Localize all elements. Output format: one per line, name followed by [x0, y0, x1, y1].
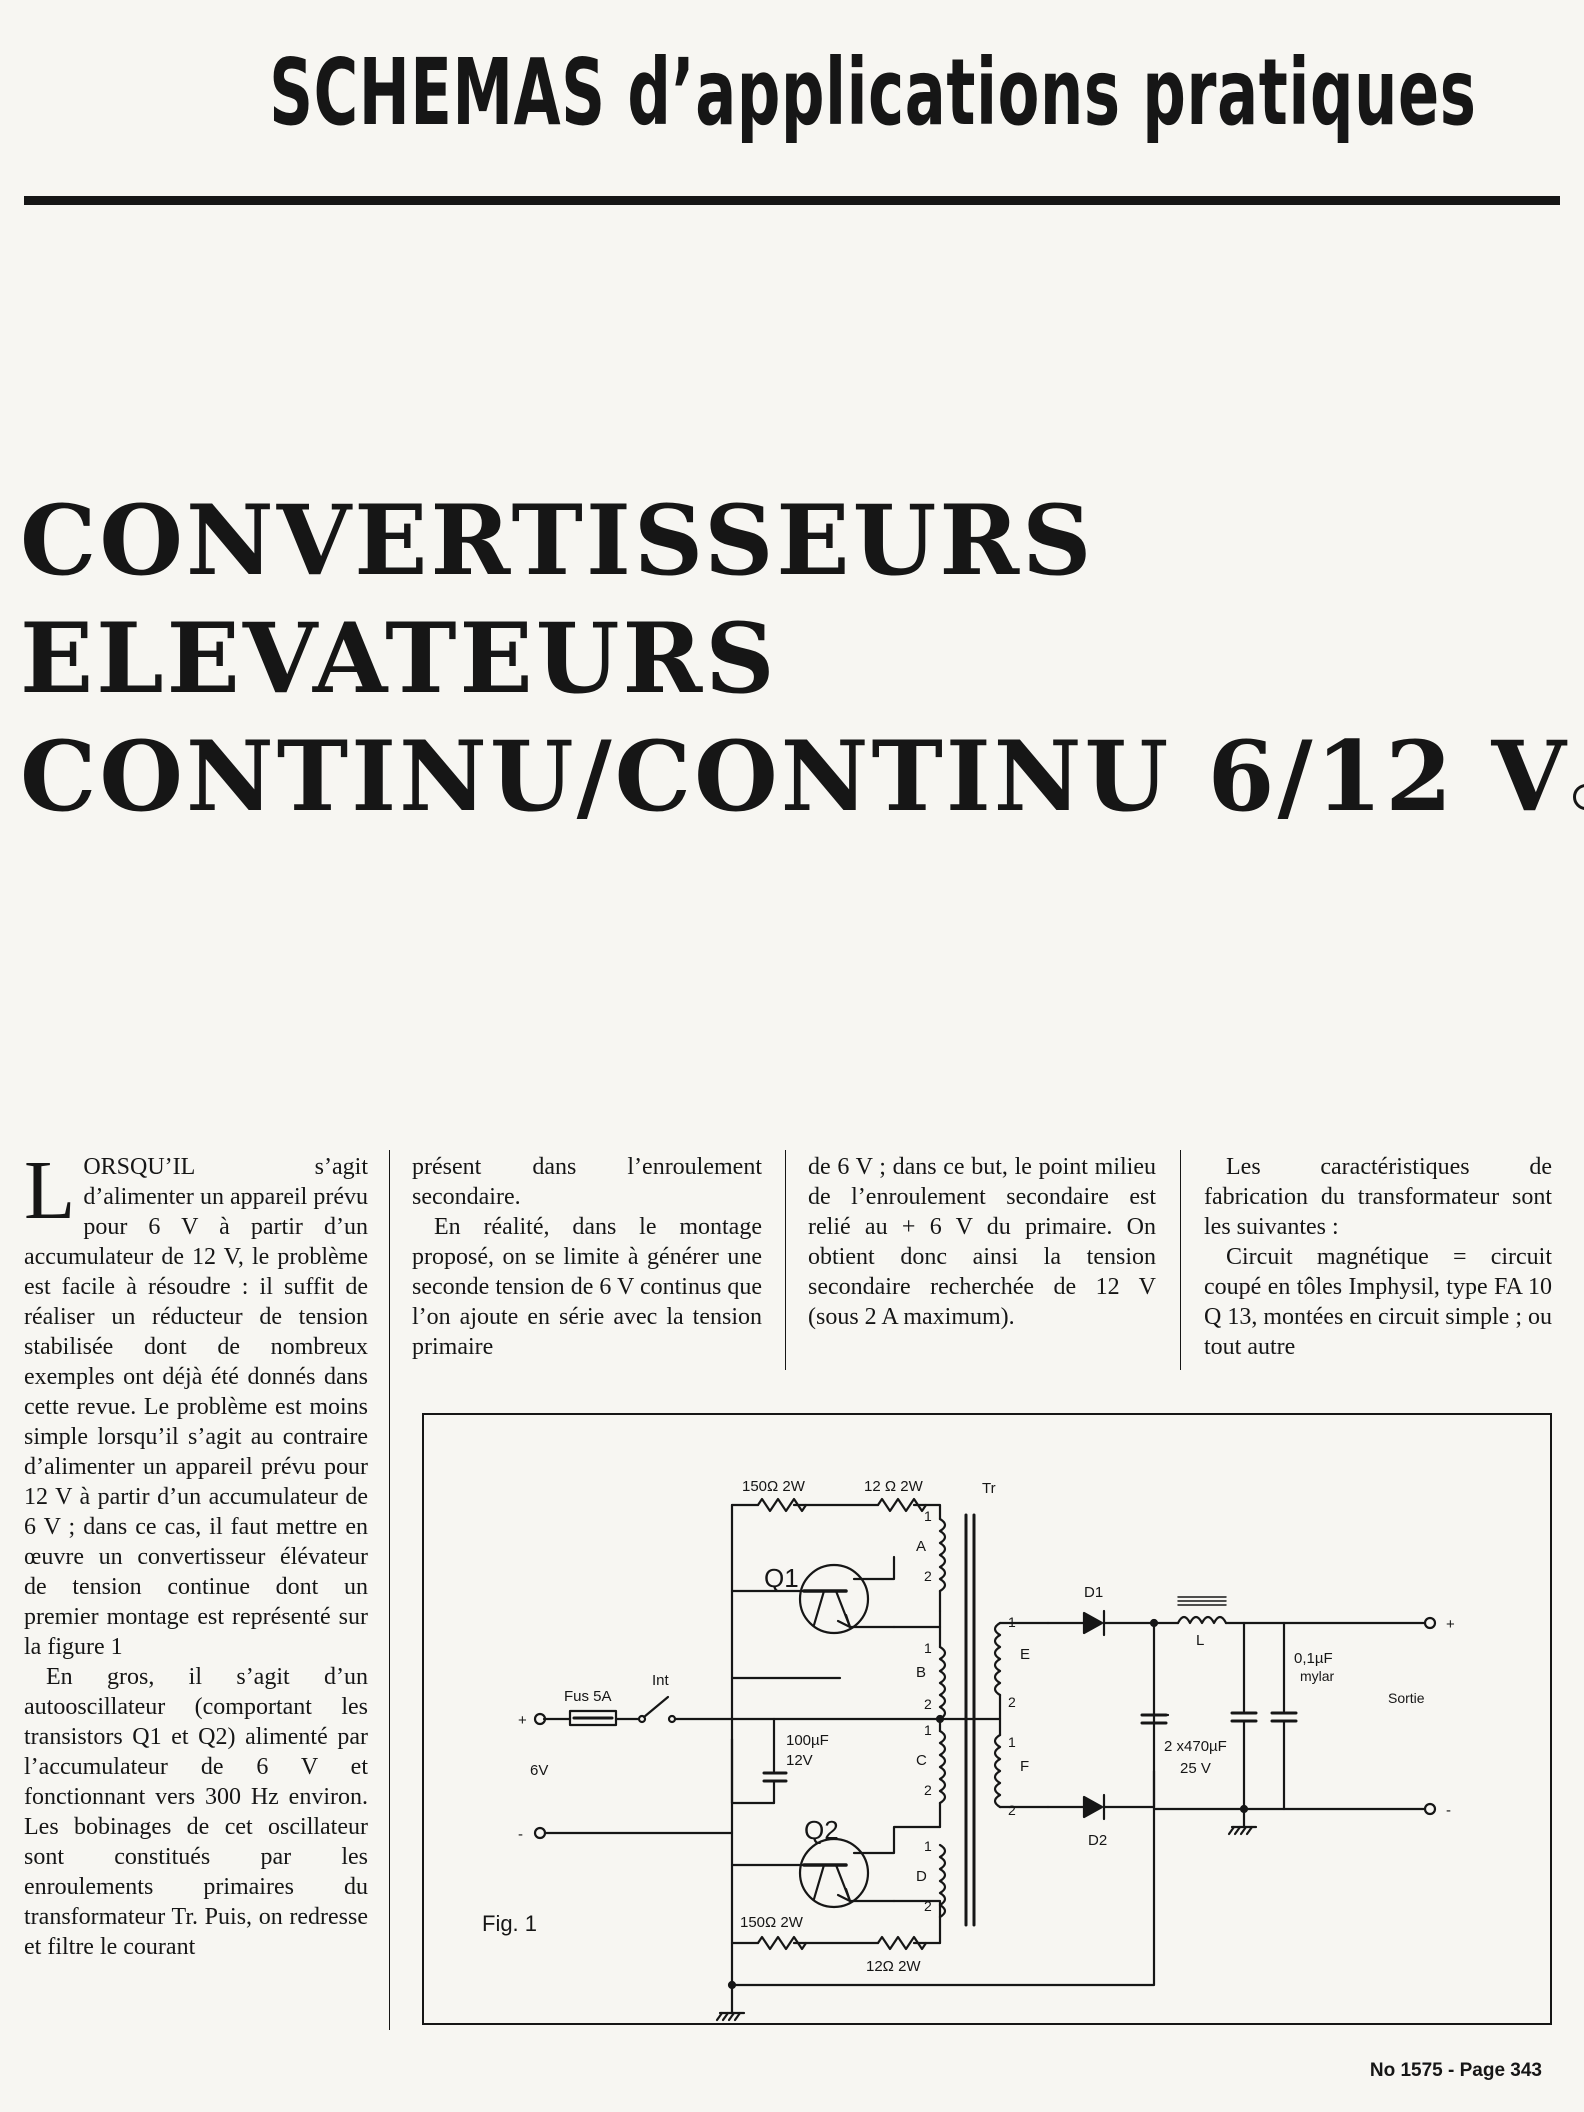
article-column-4: [1204, 1152, 1552, 1362]
output-plus-label: +: [1446, 1616, 1455, 1633]
r-top-right-label: 12 Ω 2W: [864, 1478, 923, 1495]
cap-mylar-type-label: mylar: [1300, 1668, 1335, 1684]
figure-caption: Fig. 1: [482, 1911, 538, 1936]
figure-frame: [422, 1413, 1552, 2025]
pin-label: 1: [924, 1640, 932, 1656]
paragraph-text: ORSQU’IL s’agit d’alimenter un appareil prévu pour 6 V à partir d’un accumulateur de 12 V, le problème est facile à résoudre : il suffit de réaliser un réducteur de tension stabilisée dont de nombreux exemples ont déjà été donnés dans cette revue. Le problème est moins simple lorsqu’il s’agit au contraire d’alimenter un appareil prévu pour 12 V à partir d’un accumulateur de 6 V ; dans ce cas, il faut mettre en œuvre un convertisseur élévateur de tension continue dont un premier montage est représenté sur la figure 1: [24, 1154, 368, 1660]
pin-label: 2: [924, 1898, 932, 1914]
diode-d1: [1084, 1613, 1102, 1633]
wire: [732, 1739, 774, 1803]
paragraph: Les caractéristiques de fabrication du transformateur sont les suivantes :: [1204, 1154, 1552, 1240]
column-divider: [1180, 1150, 1181, 1370]
r-bottom-left-label: 150Ω 2W: [740, 1914, 803, 1931]
output-minus-terminal: [1425, 1804, 1435, 1814]
paragraph: Circuit magnétique = circuit coupé en tôles Imphysil, type FA 10 Q 13, montées en circuit simple ; ou tout autre: [1204, 1244, 1552, 1360]
winding-e-label: E: [1020, 1646, 1031, 1663]
output-minus-label: -: [1446, 1802, 1451, 1819]
paragraph: de 6 V ; dans ce but, le point milieu de l’enroulement secondaire est relié au + 6 V du primaire. On obtient donc ainsi la tension secondaire recherchée de 12 V (sous 2 A maximum).: [808, 1154, 1156, 1330]
paragraph: En gros, il s’agit d’un autooscillateur (comportant les transistors Q1 et Q2) alimenté par l’accumulateur de 6 V et fonctionnant vers 300 Hz environ. Les bobinages de cet oscillateur sont constitués par les enroulements primaires du transformateur Tr. Puis, on redresse et filtre le courant: [24, 1664, 368, 1960]
pin-label: 2: [924, 1696, 932, 1712]
r-bottom-right-label: 12Ω 2W: [866, 1958, 921, 1975]
output-plus-terminal: [1425, 1618, 1435, 1628]
pin-label: 1: [1008, 1734, 1016, 1750]
pin-label: 1: [924, 1722, 932, 1738]
header-divider: [24, 196, 1560, 205]
winding-a-label: A: [916, 1538, 927, 1555]
article-title: [20, 482, 1584, 836]
paragraph: présent dans l’enroulement secondaire.: [412, 1154, 762, 1210]
q1-transistor: [800, 1565, 868, 1633]
output-label: Sortie: [1388, 1690, 1425, 1706]
column-divider: [389, 1150, 390, 2030]
pin-label: 1: [924, 1508, 932, 1524]
winding-a: [940, 1519, 945, 1591]
q2-transistor: [800, 1839, 868, 1907]
cap-mylar-value-label: 0,1µF: [1294, 1650, 1333, 1667]
article-column-3: [808, 1152, 1156, 1332]
cap-in-value-label: 100µF: [786, 1732, 829, 1749]
switch-label: Int: [652, 1672, 669, 1689]
paragraph: En réalité, dans le montage proposé, on se limite à générer une seconde tension de 6 V continus que l’on ajoute en série avec la tension primaire: [412, 1214, 762, 1360]
paragraph: [24, 1144, 368, 1662]
drop-cap: L: [24, 1144, 76, 1237]
d1-label: D1: [1084, 1584, 1104, 1601]
winding-b: [940, 1647, 945, 1719]
pin-label: 2: [1008, 1802, 1016, 1818]
page-number: No 1575 - Page 343: [1369, 2060, 1542, 2081]
winding-e: [995, 1623, 1000, 1695]
pin-label: 1: [1008, 1614, 1016, 1630]
inductor-l: [1178, 1617, 1226, 1623]
article-title-line-1: CONVERTISSEURS: [20, 484, 1095, 597]
section-header-title: SCHEMAS d’applications pratiques: [269, 39, 1477, 146]
pin-label: 2: [924, 1782, 932, 1798]
cap-in-voltage-label: 12V: [786, 1752, 813, 1769]
circuit-schematic: [424, 1415, 1549, 2022]
input-voltage-label: 6V: [530, 1762, 549, 1779]
pin-label: 2: [924, 1568, 932, 1584]
cap-filter-voltage-label: 25 V: [1180, 1760, 1211, 1777]
article-title-line-3: [20, 718, 1584, 836]
winding-b-label: B: [916, 1664, 927, 1681]
input-minus-terminal: [535, 1828, 545, 1838]
article-title-line-2: ELEVATEURS: [20, 602, 778, 715]
q2-label: Q2: [804, 1815, 839, 1845]
d2-label: D2: [1088, 1832, 1108, 1849]
cap-filter-value-label: 2 x470µF: [1164, 1738, 1227, 1755]
winding-c: [940, 1731, 945, 1803]
r-top-left-label: 150Ω 2W: [742, 1478, 805, 1495]
article-column-2: [412, 1152, 762, 1362]
fuse-label: Fus 5A: [564, 1688, 612, 1705]
column-divider: [785, 1150, 786, 1370]
q1-label: Q1: [764, 1563, 799, 1593]
transformer-label: Tr: [982, 1480, 996, 1497]
article-title-line-3-text: CONTINU/CONTINU 6/12 V: [20, 720, 1570, 833]
pin-label: 1: [924, 1838, 932, 1854]
input-minus-label: -: [518, 1826, 523, 1843]
winding-f: [995, 1735, 1000, 1807]
winding-f-label: F: [1020, 1758, 1030, 1775]
diode-d2: [1084, 1797, 1102, 1817]
winding-c-label: C: [916, 1752, 927, 1769]
article-column-1: [24, 1144, 368, 1962]
inductor-label: L: [1196, 1632, 1205, 1649]
input-plus-label: +: [518, 1712, 527, 1729]
pin-label: 2: [1008, 1694, 1016, 1710]
winding-d-label: D: [916, 1868, 927, 1885]
title-dot: [1573, 784, 1584, 810]
